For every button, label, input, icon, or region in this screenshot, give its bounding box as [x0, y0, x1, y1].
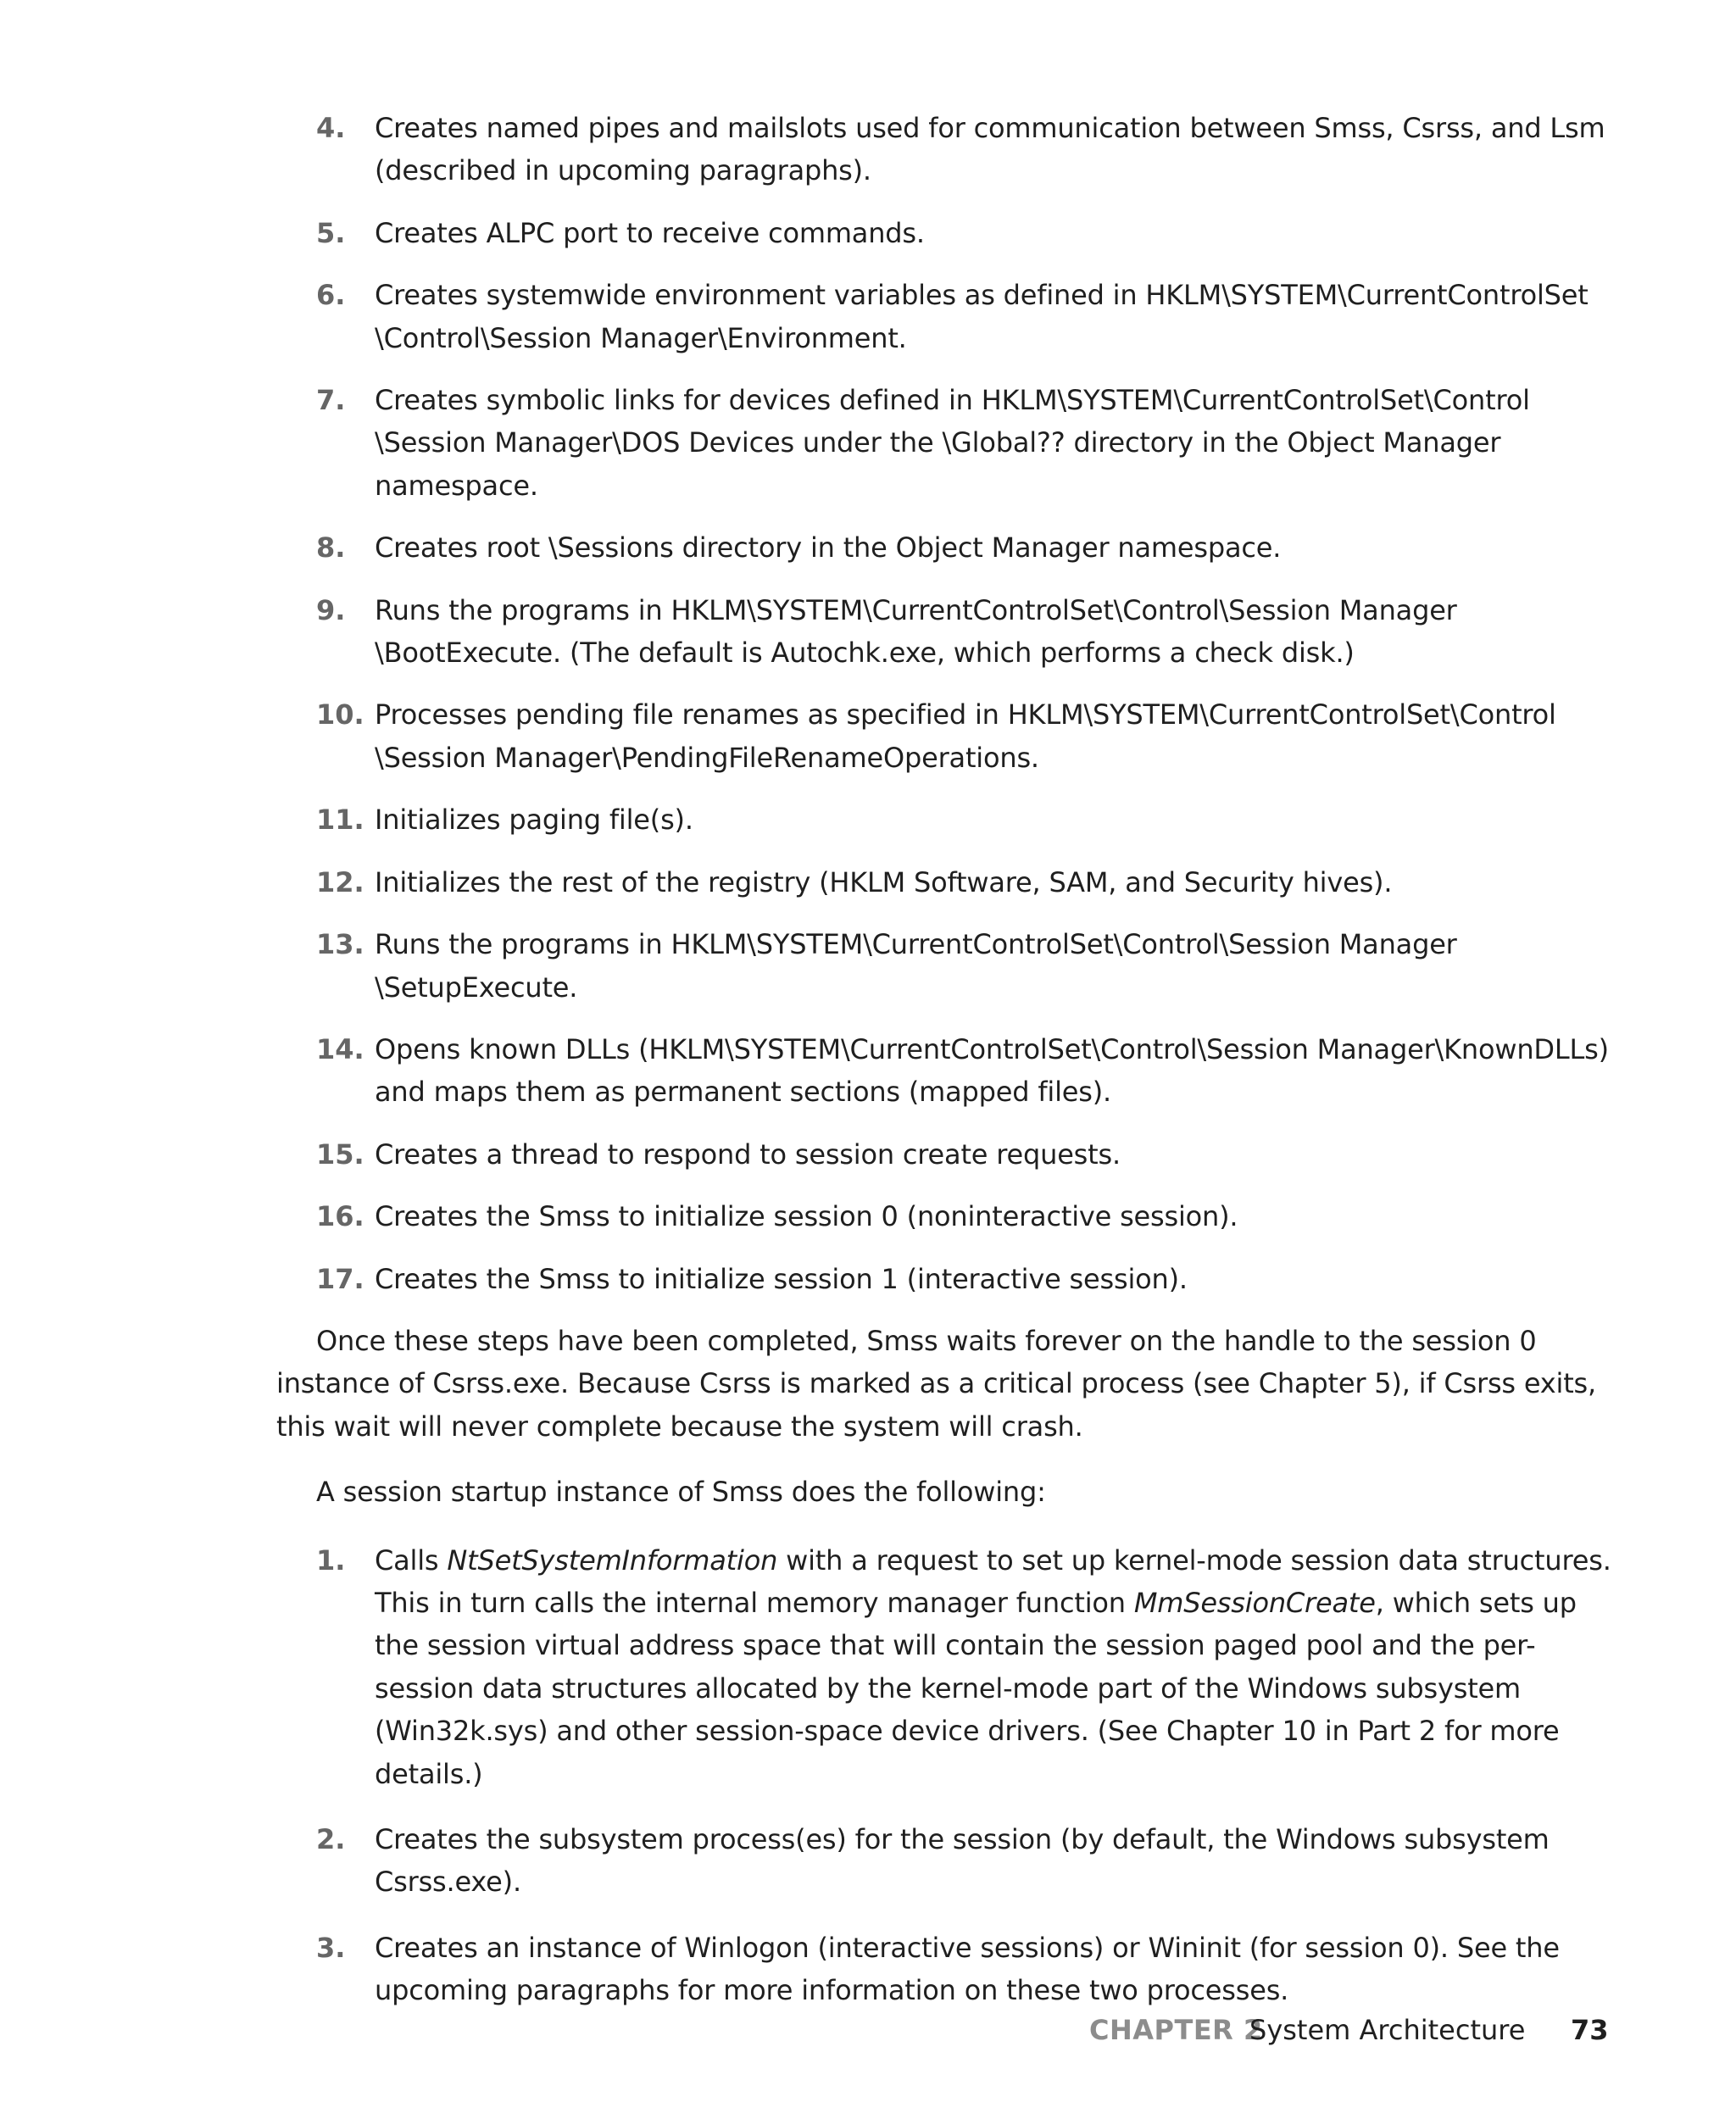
body-paragraph: A session startup instance of Smss does the following: [316, 1476, 1046, 1509]
list-item-text [375, 1544, 1611, 1790]
list-item [276, 107, 1616, 192]
footer-chapter-title: System Architecture [1249, 2014, 1526, 2046]
list-item [276, 1539, 1616, 1795]
text-run: , which sets up the session virtual address space that will contain the session paged pool and the per-session data structures allocated by the kernel-mode part of the Windows subsystem (Win32k.sys) and other session-space device drivers. (See Chapter 10 in Part 2 for more details.) [375, 1586, 1577, 1790]
list-item [276, 589, 1616, 675]
list-item-number: 11. [316, 804, 364, 837]
list-item [276, 1258, 1616, 1300]
steps-list-first [276, 107, 1616, 1300]
list-item-text: Creates a thread to respond to session create requests. [375, 1137, 1121, 1171]
list-item-number: 10. [316, 698, 364, 731]
list-item-text: Opens known DLLs (HKLM\SYSTEM\CurrentControlSet\Control\Session Manager\KnownDLLs) and maps them as permanent sections (mapped files). [375, 1032, 1609, 1109]
list-item-number: 5. [316, 216, 346, 249]
list-item [276, 379, 1616, 507]
list-item-number: 12. [316, 865, 364, 898]
list-item-number: 13. [316, 928, 364, 961]
list-item-text: Creates the subsystem process(es) for the session (by default, the Windows subsystem Csrss.exe). [375, 1823, 1550, 1899]
list-item-text: Initializes paging file(s). [375, 804, 693, 837]
list-item [276, 861, 1616, 904]
list-item-number: 17. [316, 1262, 364, 1295]
list-item-text: Creates root \Sessions directory in the Object Manager namespace. [375, 531, 1282, 565]
list-item [276, 212, 1616, 254]
list-item-number: 1. [316, 1543, 346, 1577]
list-item-number: 2. [316, 1823, 346, 1855]
list-item-number: 8. [316, 531, 346, 565]
list-item [276, 1927, 1616, 2012]
function-name: MmSessionCreate [1133, 1586, 1376, 1619]
list-item [276, 923, 1616, 1009]
list-item [276, 526, 1616, 569]
text-run: Calls [375, 1543, 448, 1577]
text-run: with a request to set up kernel-mode session data structures. This in turn calls the internal memory manager function [375, 1543, 1611, 1619]
list-item [276, 1133, 1616, 1176]
list-item [276, 1818, 1616, 1904]
list-item-number: 14. [316, 1032, 364, 1065]
page-footer [932, 2009, 1611, 2051]
list-item-text: Creates named pipes and mailslots used for communication between Smss, Csrss, and Lsm (described in upcoming paragraphs). [375, 112, 1605, 187]
list-item-number: 16. [316, 1200, 364, 1233]
page-number: 73 [1571, 2014, 1609, 2046]
list-item-text: Initializes the rest of the registry (HKLM Software, SAM, and Security hives). [375, 865, 1393, 898]
list-item [276, 1028, 1616, 1114]
list-item-number: 9. [316, 593, 346, 626]
list-item [276, 274, 1616, 359]
list-item-number: 7. [316, 384, 346, 417]
function-name: NtSetSystemInformation [447, 1543, 778, 1577]
list-item-text: Creates ALPC port to receive commands. [375, 216, 925, 249]
list-item-text: Runs the programs in HKLM\SYSTEM\CurrentControlSet\Control\Session Manager \SetupExecute. [375, 928, 1457, 1004]
list-item [276, 693, 1616, 779]
page-body [276, 107, 1616, 2035]
list-item-text: Creates the Smss to initialize session 1 (interactive session). [375, 1262, 1188, 1295]
body-paragraph: Once these steps have been completed, Smss waits forever on the handle to the session 0 instance of Csrss.exe. Because Csrss is marked as a critical process (see Chapter 5), if Csrss exits, this wait will never complete because the system will crash. [276, 1324, 1597, 1443]
list-item [276, 798, 1616, 841]
footer-chapter-label: CHAPTER 2 [1089, 2014, 1263, 2046]
steps-list-second [276, 1539, 1616, 2012]
list-item-number: 4. [316, 112, 346, 144]
list-item-text: Creates symbolic links for devices defined in HKLM\SYSTEM\CurrentControlSet\Control \Session Manager\DOS Devices under the \Global?? directory in the Object Manager namespace. [375, 384, 1530, 502]
list-item-text: Runs the programs in HKLM\SYSTEM\CurrentControlSet\Control\Session Manager \BootExecute. (The default is Autochk.exe, which performs a check disk.) [375, 593, 1457, 670]
list-item-number: 3. [316, 1931, 346, 1964]
list-item-text: Creates the Smss to initialize session 0 (noninteractive session). [375, 1200, 1238, 1233]
list-item [276, 1195, 1616, 1237]
list-item-number: 6. [316, 279, 346, 312]
list-item-text: Creates systemwide environment variables as defined in HKLM\SYSTEM\CurrentControlSet \Control\Session Manager\Environment. [375, 279, 1589, 354]
list-item-number: 15. [316, 1137, 364, 1171]
list-item-text: Processes pending file renames as specified in HKLM\SYSTEM\CurrentControlSet\Control \Session Manager\PendingFileRenameOperations. [375, 698, 1556, 774]
list-item-text: Creates an instance of Winlogon (interactive sessions) or Wininit (for session 0). See the upcoming paragraphs for more information on these two processes. [375, 1931, 1560, 2007]
